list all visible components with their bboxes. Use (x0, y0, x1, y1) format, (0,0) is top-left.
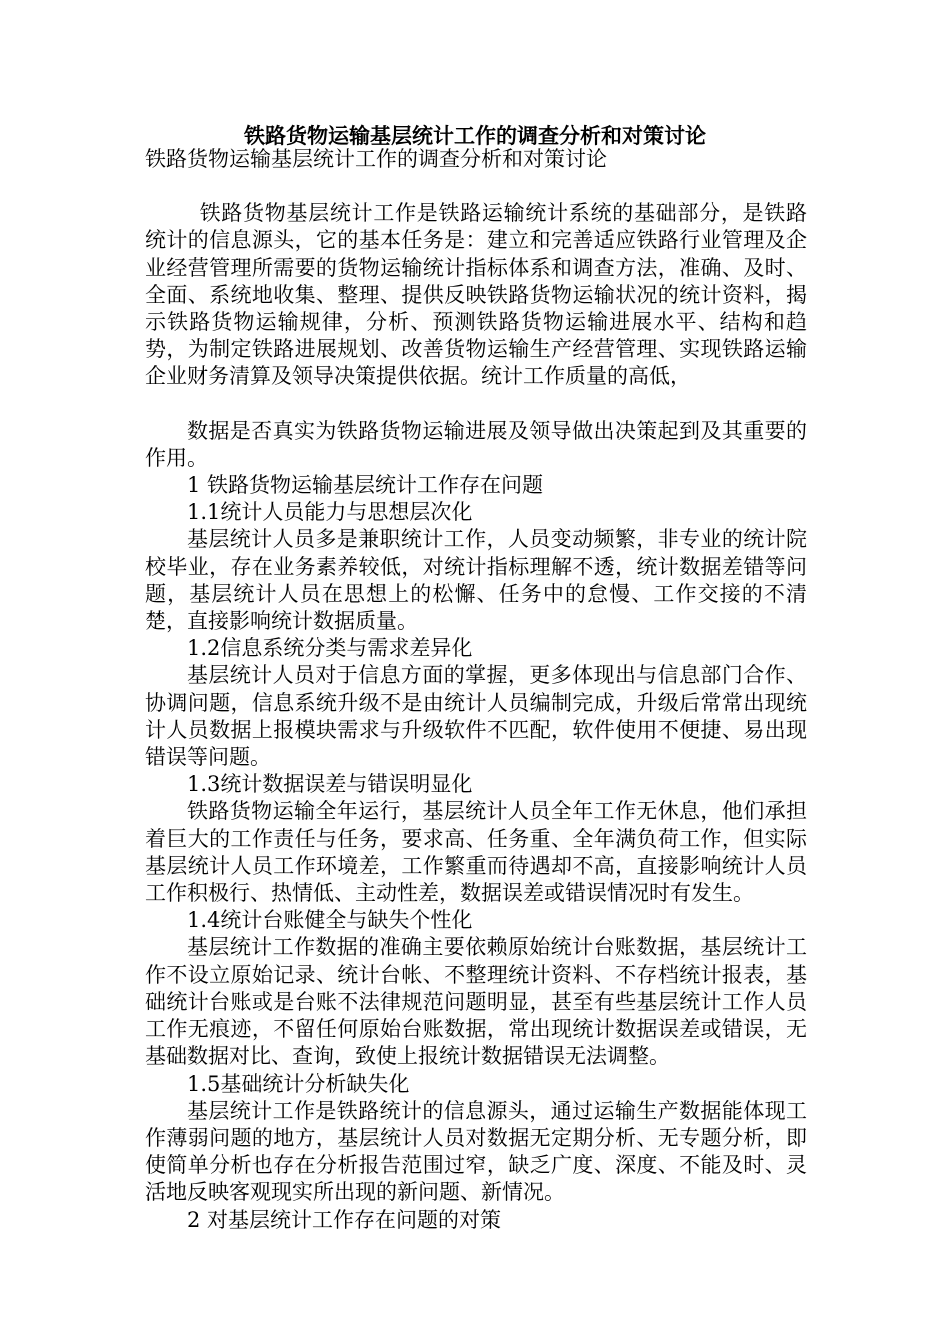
paragraph-gap (145, 391, 807, 418)
subsection-heading: 1.4统计台账健全与缺失个性化 (187, 908, 473, 933)
body-paragraph: 基层统计工作是铁路统计的信息源头，通过运输生产数据能体现工作薄弱问题的地方，基层统计人员对数据无定期分析、无专题分析，即使简单分析也存在分析报告范围过窄，缺乏广度、深度、不能及时、灵活地反映客观现实所出现的新问题、新情况。 (145, 1098, 807, 1205)
section-heading: 1 铁路货物运输基层统计工作存在问题 (187, 473, 544, 498)
body-paragraph: 数据是否真实为铁路货物运输进展及领导做出决策起到及其重要的作用。 (145, 418, 807, 470)
subsection-heading: 1.5基础统计分析缺失化 (187, 1071, 410, 1096)
subsection-heading: 1.3统计数据误差与错误明显化 (187, 772, 473, 797)
document-body (145, 146, 807, 1234)
body-paragraph: 基层统计人员多是兼职统计工作，人员变动频繁，非专业的统计院校毕业，存在业务素养较低，对统计指标理解不透，统计数据差错等问题，基层统计人员在思想上的松懈、任务中的怠慢、工作交接的不清楚，直接影响统计数据质量。 (145, 527, 807, 634)
body-paragraph: 铁路货物运输全年运行，基层统计人员全年工作无休息，他们承担着巨大的工作责任与任务，要求高、任务重、全年满负荷工作，但实际基层统计人员工作环境差，工作繁重而待遇却不高，直接影响统计人员工作积极行、热情低、主动性差，数据误差或错误情况时有发生。 (145, 799, 807, 906)
subsection-heading: 1.2信息系统分类与需求差异化 (187, 636, 473, 661)
document-title: 铁路货物运输基层统计工作的调查分析和对策讨论 (244, 123, 706, 148)
document-subtitle: 铁路货物运输基层统计工作的调查分析和对策讨论 (145, 147, 607, 171)
section-heading: 2 对基层统计工作存在问题的对策 (187, 1207, 502, 1232)
subsection-heading: 1.1统计人员能力与思想层次化 (187, 500, 473, 525)
body-paragraph: 基层统计人员对于信息方面的掌握，更多体现出与信息部门合作、协调问题，信息系统升级不是由统计人员编制完成，升级后常常出现统计人员数据上报模块需求与升级软件不匹配，软件使用不便捷、易出现错误等问题。 (145, 663, 807, 770)
intro-paragraph: 铁路货物基层统计工作是铁路运输统计系统的基础部分，是铁路统计的信息源头，它的基本任务是：建立和完善适应铁路行业管理及企业经营管理所需要的货物运输统计指标体系和调查方法，准确、及时、全面、系统地收集、整理、提供反映铁路货物运输状况的统计资料，揭示铁路货物运输规律，分析、预测铁路货物运输进展水平、结构和趋势，为制定铁路进展规划、改善货物运输生产经营管理、实现铁路运输企业财务清算及领导决策提供依据。统计工作质量的高低， (145, 201, 807, 389)
body-paragraph: 基层统计工作数据的准确主要依赖原始统计台账数据，基层统计工作不设立原始记录、统计台帐、不整理统计资料、不存档统计报表，基础统计台账或是台账不法律规范问题明显，甚至有些基层统计工作人员工作无痕迹，不留任何原始台账数据，常出现统计数据误差或错误，无基础数据对比、查询，致使上报统计数据错误无法调整。 (145, 935, 807, 1069)
